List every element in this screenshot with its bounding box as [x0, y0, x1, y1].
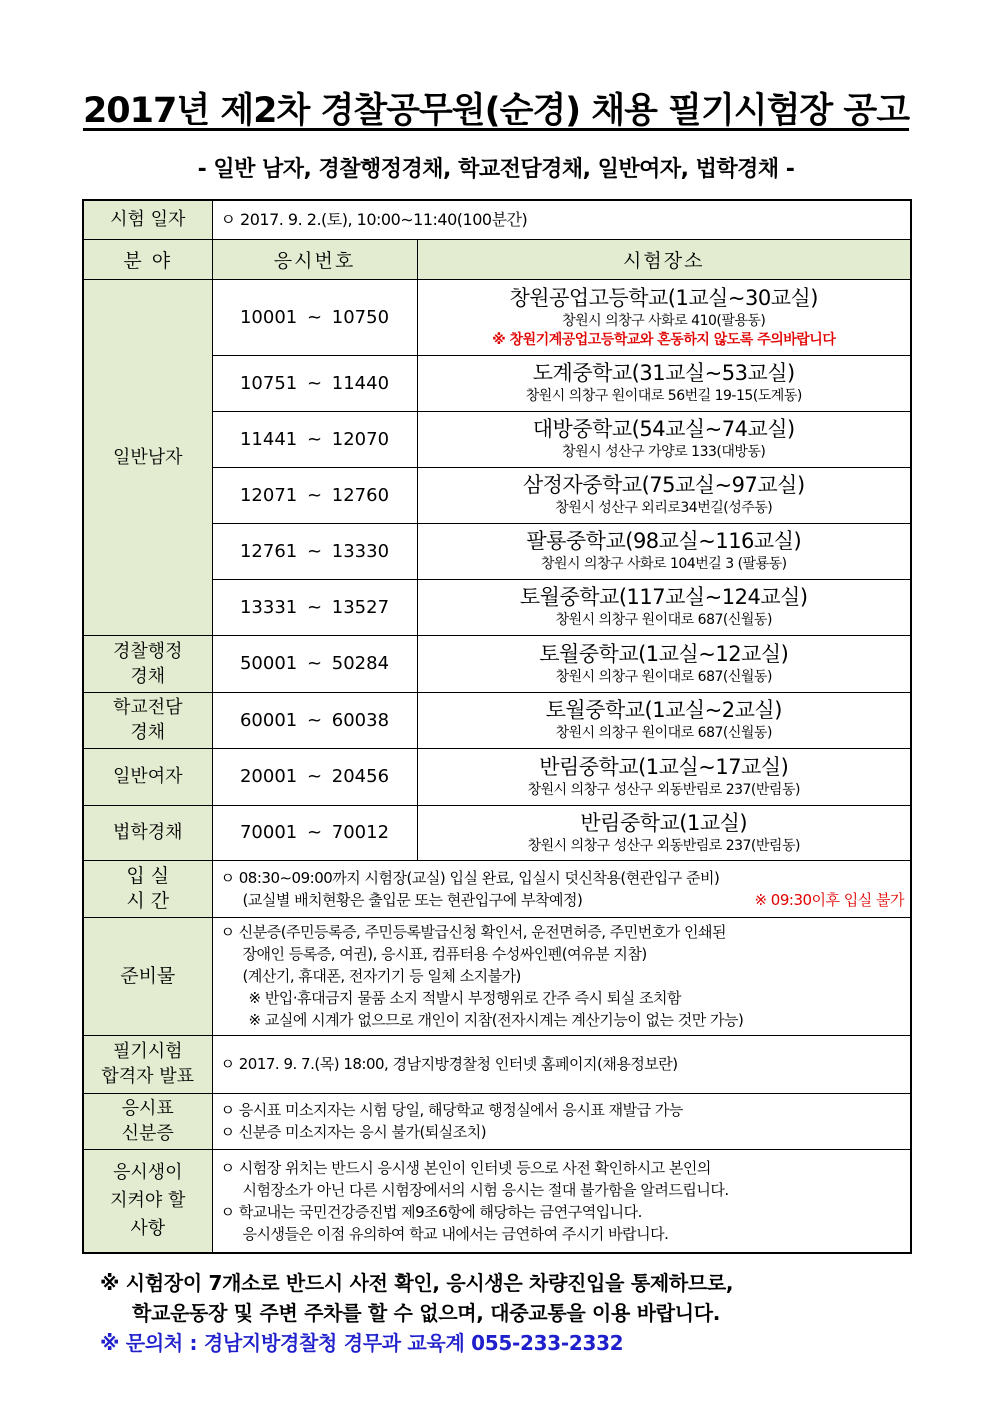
entry-time-note: (교실별 배치현황은 출입문 또는 현관입구에 부착예정) ※ 09:30이후 입실 불가 — [242, 890, 905, 909]
exam-venue-table — [82, 199, 912, 1254]
venue-name: 창원공업고등학교(1교실∼30교실) — [509, 285, 818, 310]
venue-address: 창원시 의창구 원이대로 687(신월동) — [555, 612, 772, 628]
field-school-police: 학교전담 경채 — [83, 692, 212, 748]
header-field: 분 야 — [83, 239, 212, 279]
venue-address: 창원시 의창구 사화로 410(팔용동) — [562, 312, 766, 329]
venue-name: 반림중학교(1교실∼17교실) — [539, 754, 789, 779]
venue-cell — [417, 748, 911, 805]
exam-date-label: 시험 일자 — [83, 200, 212, 239]
rules-line: ㅇ 학교내는 국민건강증진법 제9조6항에 해당하는 금연구역입니다. — [220, 1202, 642, 1221]
venue-address: 창원시 의창구 성산구 외동반림로 237(반림동) — [527, 781, 800, 798]
preparation-label: 준비물 — [83, 917, 212, 1035]
venue-name: 도계중학교(31교실∼53교실) — [532, 361, 795, 385]
exam-number-range: 70001 ~ 70012 — [212, 805, 417, 860]
table-row — [83, 748, 911, 805]
venue-cell — [417, 467, 911, 523]
exam-number-range: 12071 ~ 12760 — [212, 467, 417, 523]
entry-time-line: ㅇ 08:30∼09:00까지 시험장(교실) 입실 완료, 입실시 덧신착용(현관입구 준비) — [220, 868, 720, 887]
entry-time-info — [212, 860, 911, 917]
entry-time-warning: ※ 09:30이후 입실 불가 — [754, 890, 905, 909]
preparation-line: ※ 교실에 시계가 없으므로 개인이 지참(전자시계는 계산기능이 없는 것만 가능) — [248, 1011, 744, 1029]
table-row — [83, 805, 911, 860]
venue-name: 토월중학교(1교실∼2교실) — [545, 698, 782, 722]
venue-cell — [417, 805, 911, 860]
preparation-line: 장애인 등록증, 여권), 응시표, 컴퓨터용 수성싸인펜(여유분 지참) — [242, 945, 647, 963]
ticket-info — [212, 1093, 911, 1149]
venue-cell — [417, 279, 911, 355]
header-number: 응시번호 — [212, 239, 417, 279]
table-row — [83, 279, 911, 355]
rules-line: 시험장소가 아닌 다른 시험장에서의 시험 응시는 절대 불가함을 알려드립니다. — [242, 1180, 729, 1199]
venue-name: 팔룡중학교(98교실∼116교실) — [526, 529, 802, 553]
page-title: 2017년 제2차 경찰공무원(순경) 채용 필기시험장 공고 — [82, 91, 910, 131]
result-info: ㅇ 2017. 9. 7.(목) 18:00, 경남지방경찰청 인터넷 홈페이지(채용정보란) — [212, 1035, 911, 1093]
venue-address: 창원시 의창구 사화로 104번길 3 (팔룡동) — [540, 556, 787, 572]
exam-number-range: 11441 ~ 12070 — [212, 411, 417, 467]
venue-address: 창원시 의창구 성산구 외동반림로 237(반림동) — [527, 837, 800, 854]
exam-number-range: 10751 ~ 11440 — [212, 355, 417, 411]
venue-address: 창원시 성산구 외리로34번길(성주동) — [555, 500, 773, 516]
exam-number-range: 13331 ~ 13527 — [212, 579, 417, 635]
entry-time-row — [83, 860, 911, 917]
venue-address: 창원시 의창구 원이대로 687(신월동) — [555, 668, 772, 685]
field-law: 법학경채 — [83, 805, 212, 860]
venue-name: 대방중학교(54교실∼74교실) — [532, 417, 795, 441]
rules-row — [83, 1149, 911, 1253]
table-row — [83, 692, 911, 748]
ticket-line: ㅇ 응시표 미소지자는 시험 당일, 해당학교 행정실에서 응시표 재발급 가능 — [220, 1101, 683, 1119]
venue-cell — [417, 355, 911, 411]
exam-number-range: 12761 ~ 13330 — [212, 523, 417, 579]
ticket-row — [83, 1093, 911, 1149]
venue-name: 토월중학교(117교실∼124교실) — [519, 585, 808, 609]
rules-info — [212, 1149, 911, 1253]
page-subtitle: - 일반 남자, 경찰행정경채, 학교전담경채, 일반여자, 법학경채 - — [197, 157, 795, 182]
exam-date-value: ㅇ 2017. 9. 2.(토), 10:00∼11:40(100분간) — [212, 200, 911, 239]
venue-address: 창원시 성산구 가양로 133(대방동) — [562, 444, 766, 460]
exam-number-range: 20001 ~ 20456 — [212, 748, 417, 805]
venue-name: 토월중학교(1교실∼12교실) — [539, 641, 789, 666]
field-general-female: 일반여자 — [83, 748, 212, 805]
result-label: 필기시험 합격자 발표 — [83, 1035, 212, 1093]
footer-notice — [100, 1268, 900, 1358]
footer-line: ※ 시험장이 7개소로 반드시 사전 확인, 응시생은 차량진입을 통제하므로, — [100, 1271, 734, 1295]
exam-number-range: 10001 ~ 10750 — [212, 279, 417, 355]
field-general-male: 일반남자 — [83, 279, 212, 635]
venue-address: 창원시 의창구 원이대로 687(신월동) — [555, 725, 772, 741]
header-row — [83, 239, 911, 279]
header-venue: 시험장소 — [417, 239, 911, 279]
exam-number-range: 60001 ~ 60038 — [212, 692, 417, 748]
preparation-row — [83, 917, 911, 1035]
entry-time-label: 입 실 시 간 — [83, 860, 212, 917]
venue-cell — [417, 635, 911, 692]
rules-label: 응시생이 지켜야 할 사항 — [83, 1149, 212, 1253]
venue-name: 반림중학교(1교실) — [580, 810, 748, 835]
venue-cell — [417, 523, 911, 579]
venue-warning: ※ 창원기계공업고등학교와 혼동하지 않도록 주의바랍니다 — [492, 331, 836, 348]
venue-cell — [417, 411, 911, 467]
ticket-line: ㅇ 신분증 미소지자는 응시 불가(퇴실조치) — [220, 1123, 487, 1141]
preparation-line: (계산기, 휴대폰, 전자기기 등 일체 소지불가) — [242, 967, 521, 985]
rules-line: ㅇ 시험장 위치는 반드시 응시생 본인이 인터넷 등으로 사전 확인하시고 본인의 — [220, 1158, 711, 1177]
venue-name: 삼정자중학교(75교실∼97교실) — [522, 473, 805, 497]
preparation-line: ※ 반입·휴대금지 물품 소지 적발시 부정행위로 간주 즉시 퇴실 조치함 — [248, 989, 681, 1007]
venue-cell — [417, 579, 911, 635]
venue-cell — [417, 692, 911, 748]
field-police-admin: 경찰행정 경채 — [83, 635, 212, 692]
contact-info: ※ 문의처 : 경남지방경찰청 경무과 교육계 055-233-2332 — [100, 1331, 624, 1355]
ticket-label: 응시표 신분증 — [83, 1093, 212, 1149]
venue-address: 창원시 의창구 원이대로 56번길 19-15(도계동) — [525, 388, 802, 404]
preparation-line: ㅇ 신분증(주민등록증, 주민등록발급신청 확인서, 운전면허증, 주민번호가 인쇄된 — [220, 923, 726, 941]
rules-line: 응시생들은 이점 유의하여 학교 내에서는 금연하여 주시기 바랍니다. — [242, 1224, 669, 1243]
preparation-info — [212, 917, 911, 1035]
exam-number-range: 50001 ~ 50284 — [212, 635, 417, 692]
result-row — [83, 1035, 911, 1093]
table-row — [83, 635, 911, 692]
footer-line: 학교운동장 및 주변 주차를 할 수 없으며, 대중교통을 이용 바랍니다. — [132, 1301, 721, 1325]
exam-date-row — [83, 200, 911, 239]
